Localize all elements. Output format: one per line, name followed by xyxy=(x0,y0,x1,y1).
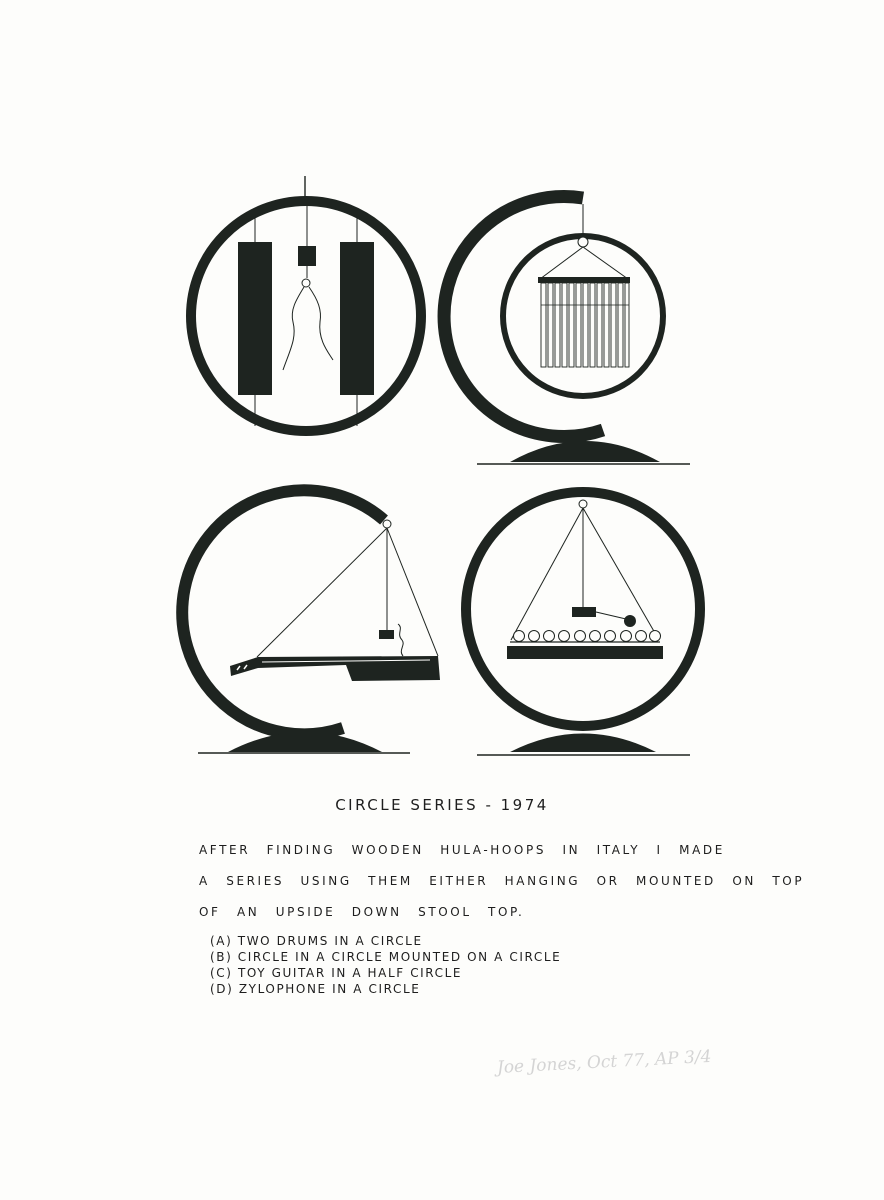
list-item: (B) CIRCLE IN A CIRCLE MOUNTED ON A CIRCLE xyxy=(210,950,562,964)
item-list xyxy=(210,933,561,997)
zylophone-in-circle-icon xyxy=(466,492,700,755)
description-line: OF AN UPSIDE DOWN STOOL TOP. xyxy=(199,905,525,919)
circle-in-circle-icon xyxy=(444,196,690,464)
description-line: AFTER FINDING WOODEN HULA-HOOPS IN ITALY I MADE xyxy=(199,843,725,857)
list-item: (C) TOY GUITAR IN A HALF CIRCLE xyxy=(210,966,463,980)
description-line: A SERIES USING THEM EITHER HANGING OR MOUNTED ON TOP xyxy=(199,874,805,888)
pencil-signature: Joe Jones, Oct 77, AP 3/4 xyxy=(496,1046,712,1078)
two-drums-in-circle-icon xyxy=(191,176,421,431)
page-title: CIRCLE SERIES - 1974 xyxy=(335,796,549,814)
list-item: (A) TWO DRUMS IN A CIRCLE xyxy=(210,934,423,948)
list-item: (D) ZYLOPHONE IN A CIRCLE xyxy=(210,982,421,996)
toy-guitar-half-circle-icon xyxy=(182,490,440,753)
